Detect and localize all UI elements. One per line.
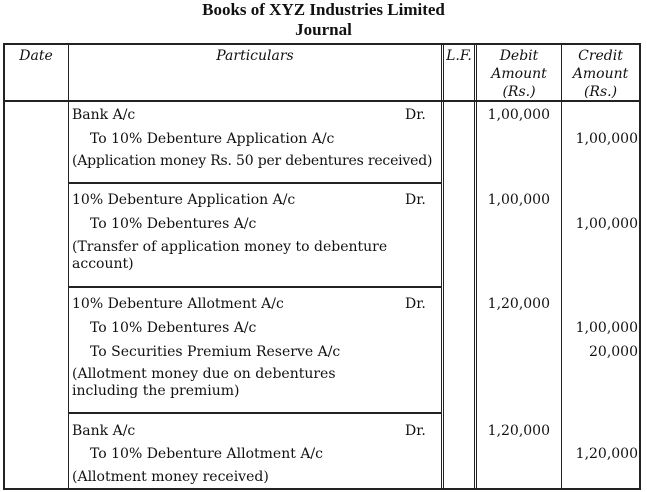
credit-amount: 1,00,000 <box>575 216 638 232</box>
journal-book-title: Books of XYZ Industries Limited <box>202 0 445 19</box>
dr-label: Dr. <box>405 192 426 208</box>
lf-column-divider <box>474 43 477 490</box>
particulars-column-divider <box>441 43 444 490</box>
debit-column-divider <box>561 43 562 490</box>
narration-line: (Transfer of application money to debenture <box>72 239 388 255</box>
narration-line: (Allotment money received) <box>72 469 269 485</box>
credit-amount: 1,00,000 <box>575 131 638 147</box>
narration-line: account) <box>72 256 134 272</box>
narration-line: including the premium) <box>72 383 240 399</box>
entry-separator <box>68 286 441 288</box>
narration <box>72 366 440 400</box>
header-credit-line: Credit <box>578 48 623 64</box>
credit-account: To 10% Debentures A/c <box>90 216 257 232</box>
credit-amount: 20,000 <box>589 344 638 360</box>
header-credit-line: (Rs.) <box>583 84 618 100</box>
debit-account: 10% Debenture Allotment A/c <box>72 296 284 312</box>
journal-subtitle: Journal <box>295 20 352 39</box>
entry-separator <box>68 182 441 184</box>
header-debit-line: Amount <box>491 66 547 82</box>
header-lf: L.F. <box>446 48 472 64</box>
narration <box>72 239 440 273</box>
header-credit-line: Amount <box>572 66 629 82</box>
debit-account: 10% Debenture Application A/c <box>72 192 296 208</box>
narration-line: (Allotment money due on debentures <box>72 366 336 382</box>
header-particulars: Particulars <box>216 48 294 64</box>
credit-account: To 10% Debenture Application A/c <box>90 131 335 147</box>
debit-amount: 1,20,000 <box>487 423 550 439</box>
debit-account: Bank A/c <box>72 423 136 439</box>
entry-separator <box>68 412 441 414</box>
narration <box>72 153 442 170</box>
debit-amount: 1,00,000 <box>487 107 550 123</box>
header-credit <box>562 47 639 101</box>
credit-account: To Securities Premium Reserve A/c <box>90 344 341 360</box>
date-column-divider <box>68 43 69 490</box>
credit-amount: 1,00,000 <box>575 320 638 336</box>
header-debit <box>478 47 560 101</box>
debit-amount: 1,00,000 <box>487 192 550 208</box>
dr-label: Dr. <box>405 296 426 312</box>
debit-amount: 1,20,000 <box>487 296 550 312</box>
header-debit-line: Debit <box>499 48 539 64</box>
dr-label: Dr. <box>405 107 426 123</box>
header-debit-line: (Rs.) <box>502 84 536 100</box>
credit-account: To 10% Debentures A/c <box>90 320 257 336</box>
debit-account: Bank A/c <box>72 107 136 123</box>
header-date: Date <box>19 48 53 64</box>
narration-line: (Application money Rs. 50 per debentures received) <box>72 153 433 169</box>
narration <box>72 469 440 486</box>
credit-amount: 1,20,000 <box>575 446 638 462</box>
credit-account: To 10% Debenture Allotment A/c <box>90 446 323 462</box>
dr-label: Dr. <box>405 423 426 439</box>
